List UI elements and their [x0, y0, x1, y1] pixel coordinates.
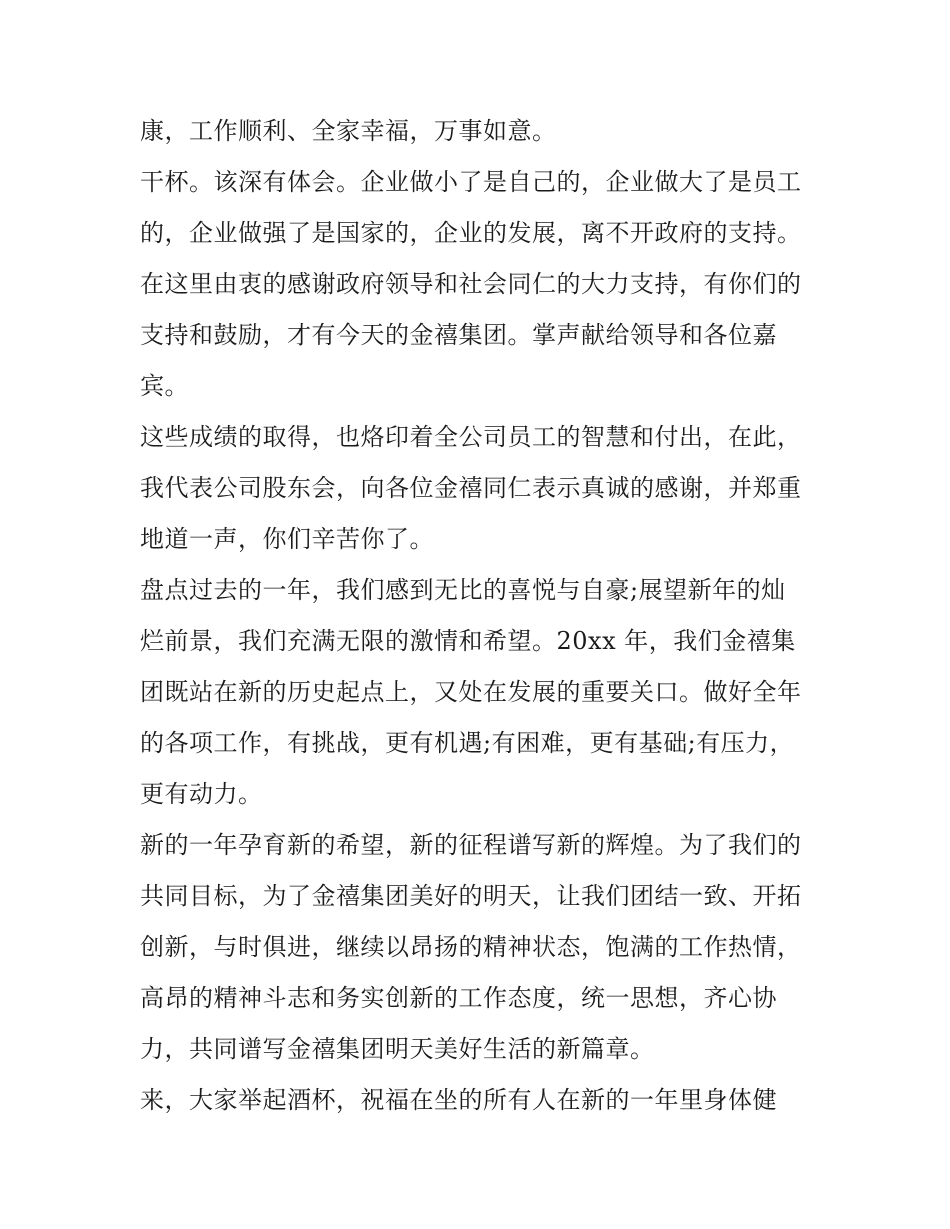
text-line: 这些成绩的取得，也烙印着全公司员工的智慧和付出，在此， [140, 423, 802, 451]
text-line: 力，共同谱写金禧集团明天美好生活的新篇章。 [140, 1035, 655, 1063]
text-line: 共同目标，为了金禧集团美好的明天，让我们团结一致、开拓 [140, 882, 802, 910]
text-line: 干杯。该深有体会。企业做小了是自己的，企业做大了是员工 [140, 168, 802, 196]
text-line: 支持和鼓励，才有今天的金禧集团。掌声献给领导和各位嘉 [140, 321, 777, 349]
text-line: 在这里由衷的感谢政府领导和社会同仁的大力支持，有你们的 [140, 270, 802, 298]
text-line: 来，大家举起酒杯，祝福在坐的所有人在新的一年里身体健 [140, 1086, 777, 1114]
text-line: 创新，与时俱进，继续以昂扬的精神状态，饱满的工作热情， [140, 933, 802, 961]
text-line: 地道一声，你们辛苦你了。 [140, 525, 434, 553]
text-line: 盘点过去的一年，我们感到无比的喜悦与自豪;展望新年的灿 [140, 576, 786, 604]
text-line: 的各项工作，有挑战，更有机遇;有困难，更有基础;有压力， [140, 729, 795, 757]
text-line: 更有动力。 [140, 780, 263, 808]
text-line: 团既站在新的历史起点上，又处在发展的重要关口。做好全年 [140, 678, 802, 706]
text-line: 康，工作顺利、全家幸福，万事如意。 [140, 117, 557, 145]
text-line: 的，企业做强了是国家的，企业的发展，离不开政府的支持。 [140, 219, 802, 247]
text-line: 高昂的精神斗志和务实创新的工作态度，统一思想，齐心协 [140, 984, 777, 1012]
text-line: 我代表公司股东会，向各位金禧同仁表示真诚的感谢，并郑重 [140, 474, 802, 502]
document-body [140, 106, 820, 1126]
text-line: 烂前景，我们充满无限的激情和希望。20xx 年，我们金禧集 [140, 627, 796, 655]
text-line: 宾。 [140, 372, 189, 400]
text-line: 新的一年孕育新的希望，新的征程谱写新的辉煌。为了我们的 [140, 831, 802, 859]
